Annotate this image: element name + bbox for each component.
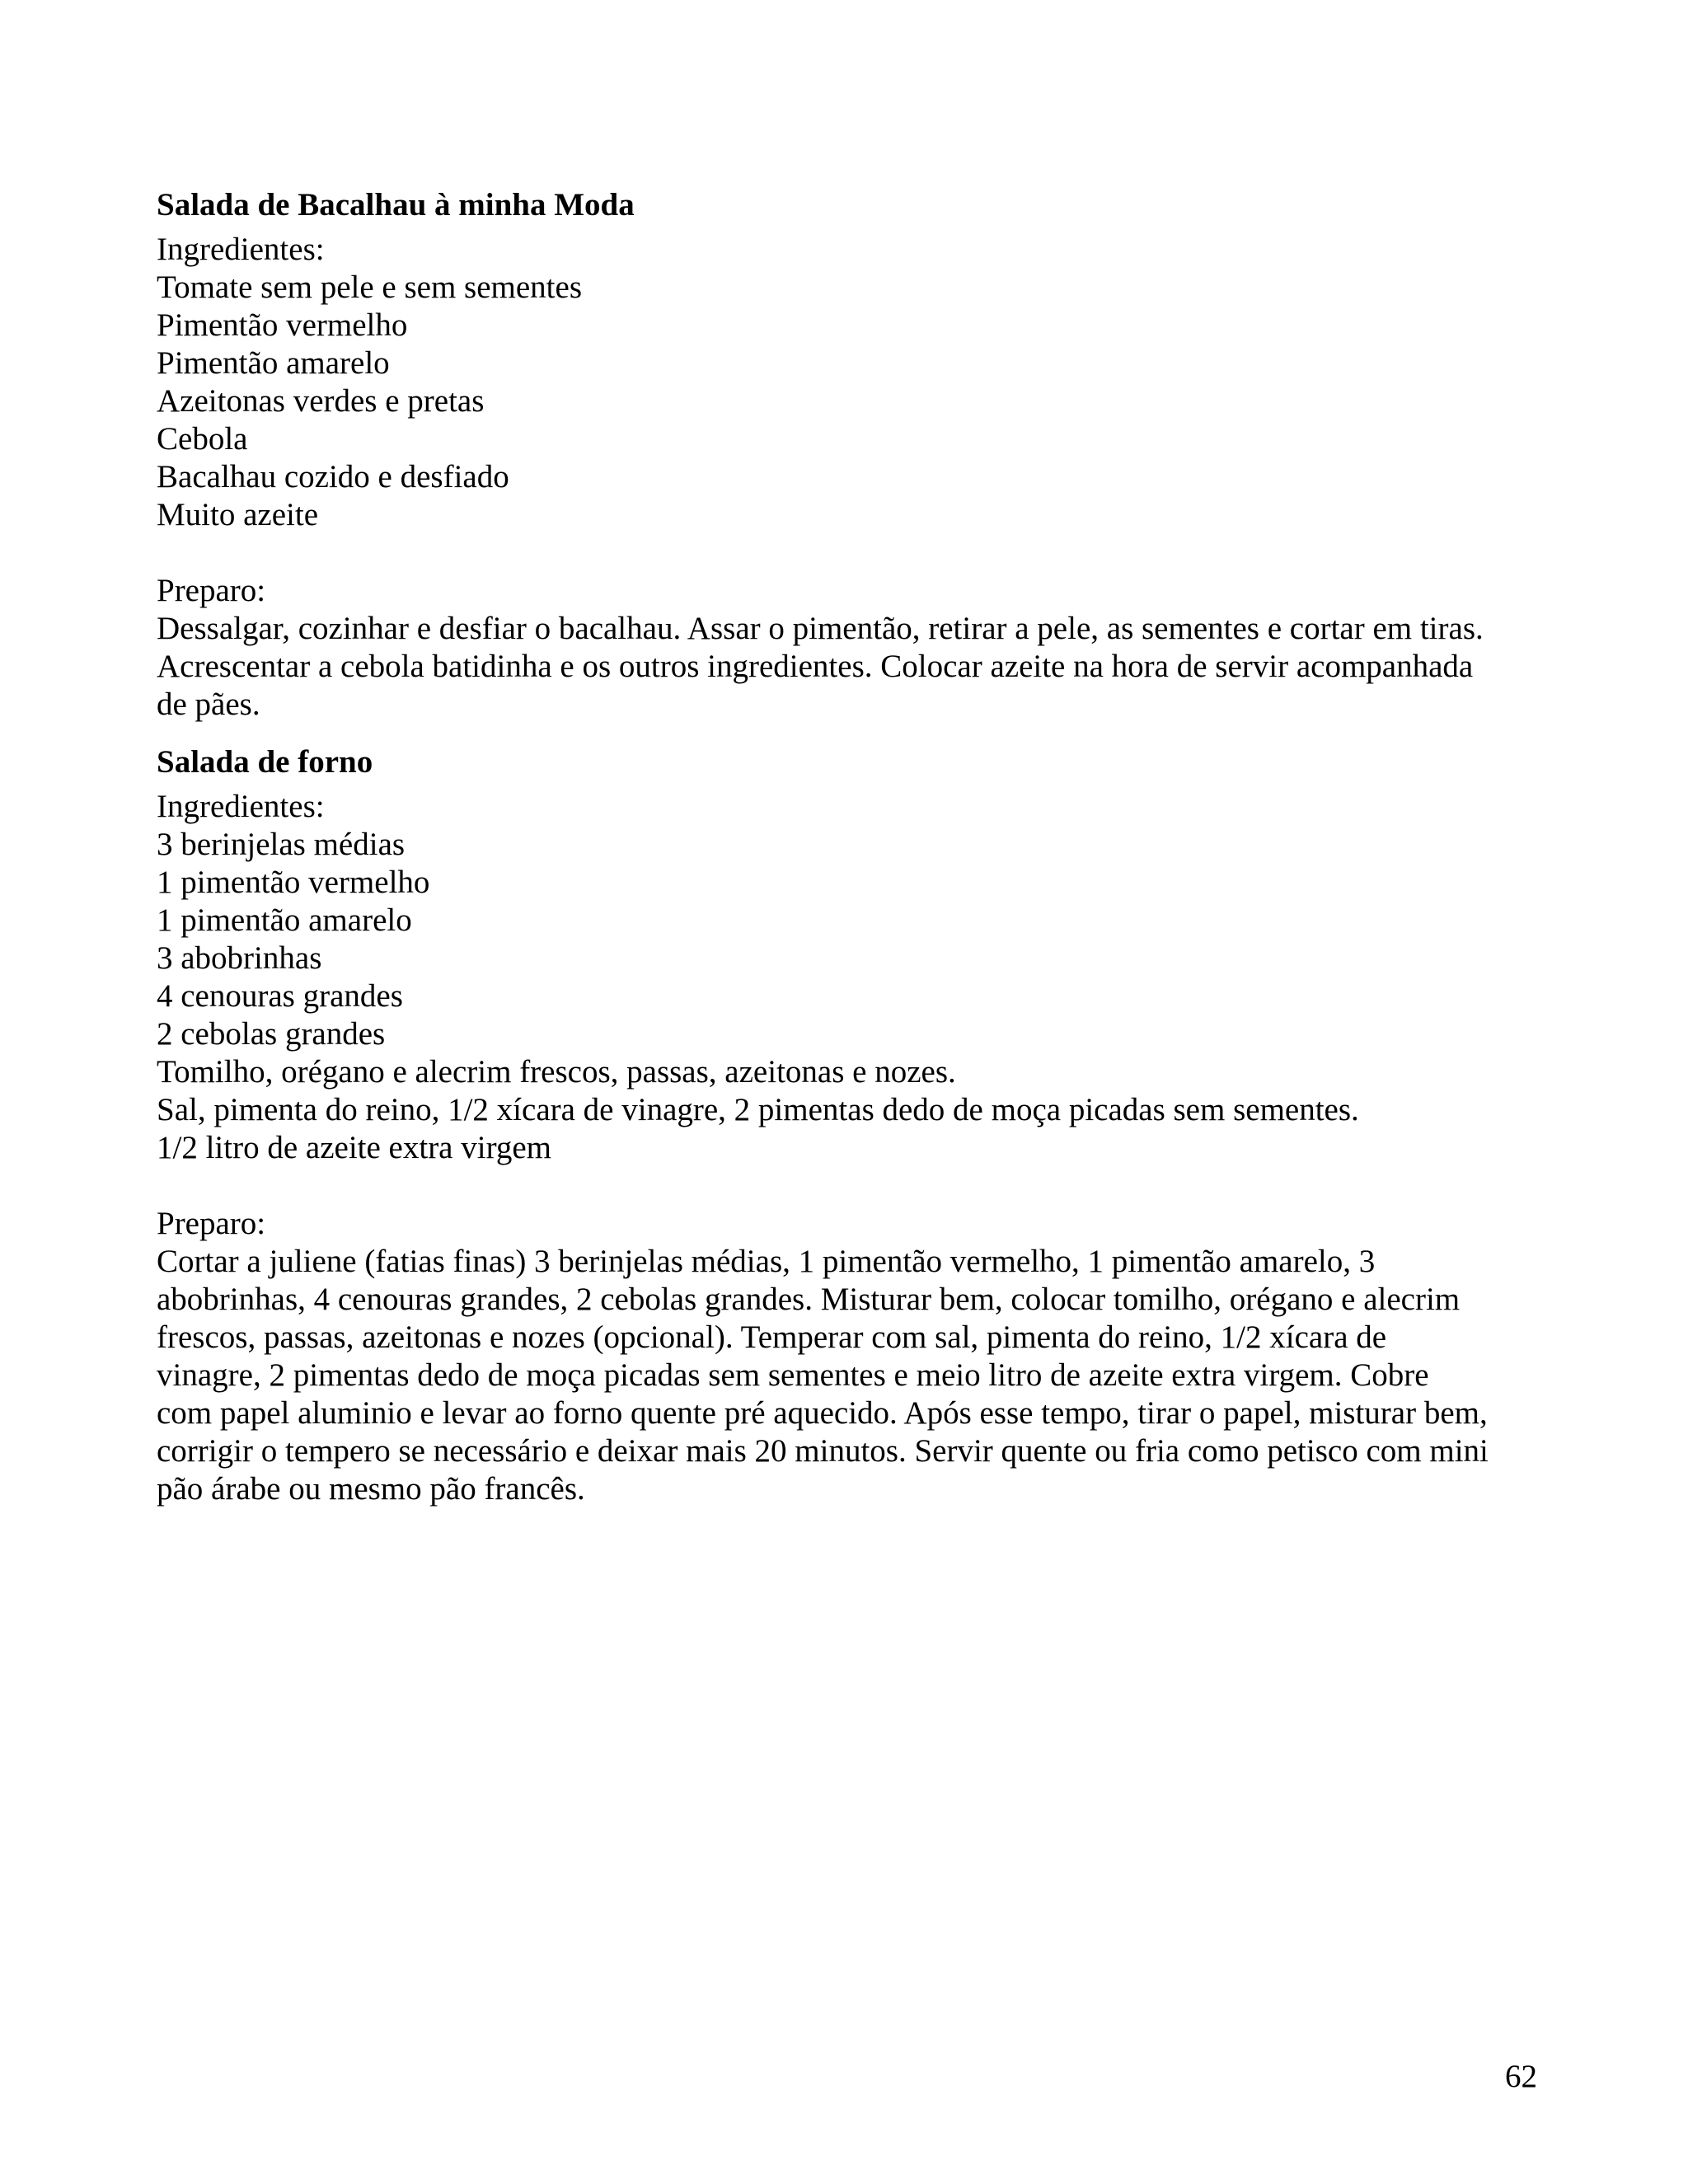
preparation-line: Acrescentar a cebola batidinha e os outros ingredientes. Colocar azeite na hora de servir acompanhada — [157, 649, 1474, 684]
preparation-line: de pães. — [157, 687, 260, 722]
preparation-line: com papel aluminio e levar ao forno quente pré aquecido. Após esse tempo, tirar o papel, misturar bem, — [157, 1395, 1488, 1431]
ingredient-item: Azeitonas verdes e pretas — [157, 383, 485, 419]
preparation-label: Preparo: — [157, 1206, 266, 1241]
preparation-label: Preparo: — [157, 573, 266, 608]
ingredients-label: Ingredientes: — [157, 789, 325, 824]
preparation-line: frescos, passas, azeitonas e nozes (opcional). Temperar com sal, pimenta do reino, 1/2 xícara de — [157, 1319, 1387, 1355]
ingredient-item: Pimentão amarelo — [157, 345, 390, 381]
recipe-title: Salada de forno — [157, 744, 373, 780]
preparation-line: Dessalgar, cozinhar e desfiar o bacalhau. Assar o pimentão, retirar a pele, as sementes e cortar em tiras. — [157, 611, 1484, 646]
page-content — [157, 186, 1541, 1508]
ingredient-item: Bacalhau cozido e desfiado — [157, 459, 509, 494]
preparation-line: abobrinhas, 4 cenouras grandes, 2 cebolas grandes. Misturar bem, colocar tomilho, orégano e alecrim — [157, 1282, 1461, 1317]
ingredient-item: 3 berinjelas médias — [157, 827, 406, 862]
recipe-title: Salada de Bacalhau à minha Moda — [157, 187, 635, 223]
ingredient-item: 1 pimentão amarelo — [157, 902, 412, 938]
ingredient-item: 2 cebolas grandes — [157, 1016, 386, 1052]
preparation-line: pão árabe ou mesmo pão francês. — [157, 1471, 585, 1507]
ingredient-item: 1 pimentão vermelho — [157, 865, 430, 900]
ingredient-item: Cebola — [157, 421, 248, 457]
preparation-line: Cortar a juliene (fatias finas) 3 berinjelas médias, 1 pimentão vermelho, 1 pimentão amarelo, 3 — [157, 1244, 1376, 1279]
ingredient-item: Pimentão vermelho — [157, 307, 408, 343]
ingredient-item: Tomilho, orégano e alecrim frescos, passas, azeitonas e nozes. — [157, 1054, 956, 1090]
ingredient-item: 1/2 litro de azeite extra virgem — [157, 1130, 552, 1165]
ingredient-item: 3 abobrinhas — [157, 940, 322, 976]
preparation-line: vinagre, 2 pimentas dedo de moça picadas sem sementes e meio litro de azeite extra virgem. Cobre — [157, 1357, 1429, 1393]
ingredient-item: Tomate sem pele e sem sementes — [157, 269, 583, 305]
recipe-bacalhau — [157, 186, 1541, 724]
ingredients-label: Ingredientes: — [157, 232, 325, 267]
page-number: 62 — [1505, 2059, 1537, 2094]
ingredient-item: Sal, pimenta do reino, 1/2 xícara de vinagre, 2 pimentas dedo de moça picadas sem sementes. — [157, 1092, 1359, 1127]
ingredient-item: 4 cenouras grandes — [157, 978, 403, 1014]
preparation-line: corrigir o tempero se necessário e deixar mais 20 minutos. Servir quente ou fria como petisco com mini — [157, 1433, 1489, 1469]
recipe-salada-de-forno — [157, 743, 1541, 1508]
ingredient-item: Muito azeite — [157, 497, 319, 532]
